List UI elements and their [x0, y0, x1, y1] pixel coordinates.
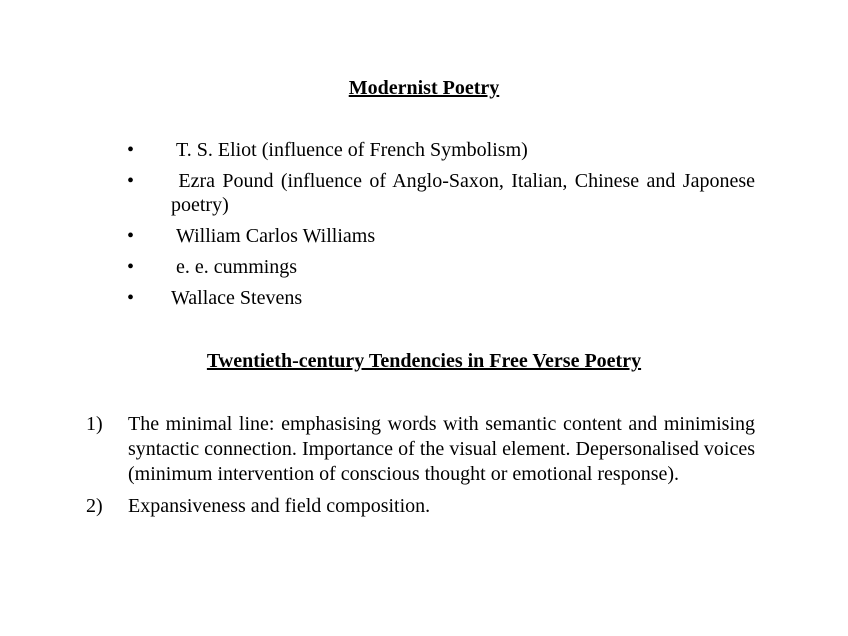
list-item: [127, 169, 760, 217]
section-title-modernist-poetry: Modernist Poetry: [348, 77, 500, 99]
tendency-list: [86, 412, 755, 526]
bullet-icon: •: [127, 170, 135, 192]
list-item-text: Expansiveness and field composition.: [128, 495, 431, 517]
list-item-text: The minimal line: emphasising words with semantic content and minimising syntactic connection. Importance of the visual element. Depersonalised voices (minimum intervention of conscious thought or emotional response).: [128, 413, 755, 485]
section-title-free-verse-tendencies: Twentieth-century Tendencies in Free Verse Poetry: [206, 350, 642, 372]
list-item: [127, 286, 755, 310]
list-item-text: e. e. cummings: [171, 256, 298, 278]
list-item-text: T. S. Eliot (influence of French Symbolism): [171, 139, 528, 161]
list-item-text: Wallace Stevens: [171, 287, 303, 309]
bullet-icon: •: [127, 225, 135, 247]
list-item: [86, 494, 755, 519]
list-item: [127, 138, 755, 162]
list-item-number: 2): [86, 495, 103, 517]
list-item-number: 1): [86, 413, 103, 435]
bullet-icon: •: [127, 256, 135, 278]
bullet-icon: •: [127, 287, 135, 309]
poet-list: [127, 138, 760, 317]
bullet-icon: •: [127, 139, 135, 161]
list-item-text: William Carlos Williams: [171, 225, 376, 247]
list-item-text: Ezra Pound (influence of Anglo-Saxon, Italian, Chinese and Japonese poetry): [171, 170, 760, 216]
list-item: [127, 255, 755, 279]
list-item: [127, 224, 755, 248]
list-item: [86, 412, 755, 487]
